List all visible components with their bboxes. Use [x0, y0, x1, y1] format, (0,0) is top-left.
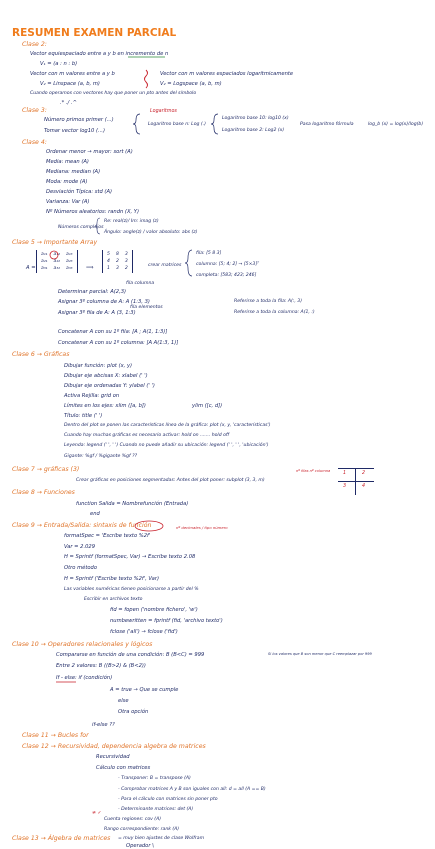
- matrix-b-cell: 2: [115, 259, 119, 264]
- brace-mark: [211, 114, 218, 134]
- clase9-item: Otro método: [64, 565, 97, 571]
- clase5-item: Determinar parcial: A(2,3): [58, 289, 127, 295]
- clase7-heading: Clase 7 → gráficas (3): [12, 466, 80, 473]
- matrix-a-cell: a₃₂: [53, 266, 60, 271]
- clase6-item: Activa Rejilla: grid on: [64, 393, 120, 399]
- subplot-cell: 2: [362, 471, 366, 476]
- clase2-line4-right: V₂ = Logspace (a, b, m): [160, 81, 222, 87]
- clase2-line3: Vector con m valores entre a y b: [30, 71, 115, 77]
- clase11-heading: Clase 11 → Bucles for: [22, 732, 89, 739]
- clase9-item: fid = fopen ('nombre fichero', 'w'): [110, 607, 198, 613]
- clase5-note: fila elementos: [130, 305, 163, 310]
- columna-def: columna: [5; 4; 2] → [5×3]ᵀ: [196, 262, 259, 267]
- clase9-notes: nº decimales / tipo número: [176, 525, 228, 530]
- circle-mark: [50, 251, 58, 259]
- clase12-item: Cálculo con matrices: [96, 765, 151, 771]
- clase9-item: Escribir en archivos texto: [84, 597, 143, 602]
- clase4-item: Media: mean (A): [46, 159, 89, 165]
- clase6-item: Límites en los ejes: xlim ([a, b]): [64, 403, 146, 409]
- clase3-heading: Clase 3:: [22, 107, 47, 114]
- clase12-item: - Determinante matrices: det (A): [118, 807, 194, 812]
- matrix-a-cell: a₂₃: [66, 259, 73, 264]
- clase9-item: H = Sprintf ('Escribe texto %2f', Var): [64, 576, 159, 582]
- subplot-cell: 4: [362, 484, 366, 489]
- clase4-item: Mediana: median (A): [46, 169, 101, 175]
- subplot-cell: 3: [343, 484, 347, 489]
- clase9-item: formatSpec = 'Escribe texto %2f': [64, 533, 151, 539]
- subplot-cell: 1: [343, 471, 347, 476]
- matrix-a-cell: a₃₃: [66, 266, 73, 271]
- brace-mark: [185, 250, 192, 276]
- clase12-mark: ≠ ✓: [92, 811, 102, 816]
- clase6-item: Dibujar eje abcisas X: xlabel (' '): [64, 373, 148, 379]
- clase13-line1: = muy bien ajustes de clase Wolfram: [118, 836, 205, 841]
- clase2-line6: .* ./ .^: [60, 100, 77, 106]
- clase9-item: fclose ('all') → fclose ('fid'): [110, 629, 178, 635]
- clase8-heading: Clase 8 → Funciones: [12, 489, 75, 496]
- clase6-item: Título: title (' '): [64, 413, 103, 419]
- clase4-item: Ordenar menor → mayor: sort (A): [46, 149, 133, 155]
- clase2-line4: V₂ = Linspace (a, b, m): [40, 81, 100, 87]
- clase2-line2: V₁ = (a : n : b): [40, 61, 78, 67]
- clase4-item: Moda: mode (A): [46, 179, 88, 185]
- clase6-item: Dibujar función: plot (x, y): [64, 363, 133, 369]
- clase5-item: Concatenar A con su 1º fila: [A ; A(1, 1:3)]: [58, 329, 168, 335]
- clase5-heading: Clase 5 → Importante Array: [12, 239, 98, 246]
- clase3-logn: Logaritmo base n: Log (.): [148, 122, 206, 127]
- clase12-item: - Comprobar matrices A y B son iguales con all: d = all (A == B): [118, 787, 266, 792]
- clase3-change-base: Pasa logaritmo fórmula: [300, 122, 354, 127]
- clase4-item: Números complejos: [58, 225, 104, 230]
- clase4-item: Ángulo: angle(z) / valor absoluto: abs (z): [104, 230, 198, 235]
- clase4-item: Varianza: Var (A): [46, 199, 90, 205]
- clase7-grid-label: nº filas nº columna: [296, 469, 331, 473]
- clase6-heading: Clase 6 → Gráficas: [12, 351, 70, 358]
- matrix-b-cell: 5: [107, 252, 110, 257]
- matrix-a-cell: a₃₁: [41, 266, 48, 271]
- clase10-item: Compararse en función de una condición: B (B<C) = 999: [56, 652, 205, 658]
- clase9-item: H = Sprintf (formatSpec, Var) → Escribe texto 2.08: [64, 554, 196, 560]
- fila-def: fila: [5 8 3]: [196, 251, 222, 256]
- arrow-icon: ⟹: [86, 265, 94, 271]
- clase12-item: Cuenta regiones: cov (A): [104, 817, 162, 822]
- clase10-item: if-else ??: [92, 722, 115, 728]
- clase9-item: numbewritten = fprintf (fid, 'archivo texto'): [110, 618, 223, 624]
- clase6-ylim: ylim ([c, d]): [192, 403, 223, 409]
- clase6-item: Cuando hay muchas gráficas es necesario activar: hold on ....... hold off: [64, 433, 230, 438]
- clase10-item: If - else: if (condición): [56, 675, 113, 681]
- clase3-formula: log_b (x) = log(x)/log(b): [368, 122, 424, 127]
- clase4-item: Desviación Típica: std (A): [46, 189, 113, 195]
- matrix-a-cell: a₁₁: [41, 252, 48, 257]
- clase3-logs-label: Logaritmos: [150, 109, 177, 114]
- clase8-line2: end: [90, 511, 100, 517]
- clase3-log2: Logaritmo base 2: Log2 (x): [222, 128, 285, 133]
- clase7-line1: Crear gráficas en posiciones segmentadas: Antes del plot poner: subplot (3, 3, m): [76, 478, 265, 483]
- clase3-line2: Tomar vector log10 (...): [44, 128, 105, 134]
- completa-def: completa: [583; 423; 246]: [196, 273, 257, 278]
- clase6-item: Dibujar eje ordenadas Y: ylabel (' '): [64, 383, 155, 389]
- clase12-item: - Para el cálculo con matrices sin poner pto: [118, 797, 218, 802]
- matrix-b-cell: 4: [107, 259, 110, 264]
- clase9-heading: Clase 9 → Entrada/Salida: sintaxis de función: [12, 522, 152, 529]
- matrix-a-cell: a₁₂: [53, 252, 60, 257]
- circle-mark: [135, 521, 163, 531]
- matrix-a-cell: a₂₂: [53, 259, 60, 264]
- clase2-line5: Cuando operamos con vectores hay que poner un pto antes del símbolo: [30, 91, 197, 96]
- clase10-side: Si los valores que B son menor que C reemplazar por 999: [268, 652, 372, 656]
- clase5-item: Asignar 3º columna de A: A (1:3, 3): [58, 299, 150, 305]
- clase6-item: Dentro del plot se ponen las características línea de la gráfica: plot (x, y, 'características'): [64, 423, 271, 428]
- clase9-item: Var = 2.029: [64, 544, 96, 550]
- clase6-item: Gigante: %gf / %gigante %gf ??: [64, 454, 138, 459]
- clase9-item: Las variables numéricas tienen posicionarse a partir del %: [64, 587, 199, 592]
- clase13-line2: Operador \: [126, 843, 154, 849]
- page-title: RESUMEN EXAMEN PARCIAL: [12, 27, 177, 39]
- clase5-ref-fila: Referirse a toda la fila: A(:, 3): [234, 299, 303, 304]
- matrix-a-cell: a₁₃: [66, 252, 73, 257]
- matrix-b-cell: 1: [107, 266, 110, 271]
- brace-mark: [95, 218, 100, 234]
- clase5-note: fila columna: [126, 281, 155, 286]
- clase2-heading: Clase 2:: [22, 41, 47, 48]
- clase12-item: Rango correspondiente: rank (A): [104, 827, 180, 832]
- clase10-item: Otra opción: [118, 709, 149, 715]
- clase6-item: Leyenda: legend (' ', ' ') Cuando no puede añadir su ubicación: legend (' ', ' ', 'ubicación'): [64, 443, 269, 448]
- matrix-b-cell: 8: [115, 252, 119, 257]
- clase8-line1: function Salida = Nombrefunción (Entrada): [76, 501, 189, 507]
- matrix-b-cell: 3: [115, 266, 119, 271]
- clase13-heading: Clase 13 → Álgebra de matrices: [12, 835, 111, 842]
- matrix-b-cell: 3: [124, 252, 128, 257]
- matrix-a-cell: a₂₁: [41, 259, 48, 264]
- brace-mark: [133, 114, 140, 134]
- matrix-a-label: A =: [26, 265, 36, 271]
- clase5-item: Asignar 3º fila de A: A (3, 1:3): [58, 310, 136, 316]
- matrix-b-cell: 2: [124, 266, 128, 271]
- clase4-heading: Clase 4:: [22, 139, 47, 146]
- clase12-item: - Transponer: B = transpose (A): [118, 776, 191, 781]
- crear-matrices: crear matrices: [148, 263, 182, 268]
- clase2-line1: Vector equiespaciado entre a y b en incremento de n: [30, 51, 169, 57]
- clase4-item: Nº Números aleatorios: randn (X, Y): [46, 209, 139, 215]
- clase10-item: Entre 2 valores: B ((B>2) & (B<2)): [56, 663, 146, 669]
- matrix-b-cell: 3: [124, 259, 128, 264]
- clase3-line1: Número primos primer (...): [44, 117, 114, 123]
- squiggle-mark: [145, 70, 148, 88]
- clase10-heading: Clase 10 → Operadores relacionales y lógicos: [12, 641, 153, 648]
- clase5-item: Concatenar A con su 1º columna: [A A(1:3, 1)]: [58, 340, 179, 346]
- clase10-item: A = true → Que se cumple: [110, 687, 179, 693]
- clase12-heading: Clase 12 → Recursividad, dependencia algebra de matrices: [22, 743, 206, 750]
- clase10-item: else: [118, 698, 129, 704]
- clase2-line3-right: Vector con m valores espaciados logaritmicamente: [160, 71, 294, 77]
- clase5-ref-col: Referirse a toda la columna: A(1, :): [234, 310, 315, 315]
- clase12-item: Recursividad: [96, 754, 130, 760]
- clase3-log10: Logaritmo base 10: log10 (x): [222, 116, 289, 121]
- clase4-item: Re: real(z)/ Im: imag (z): [104, 219, 159, 224]
